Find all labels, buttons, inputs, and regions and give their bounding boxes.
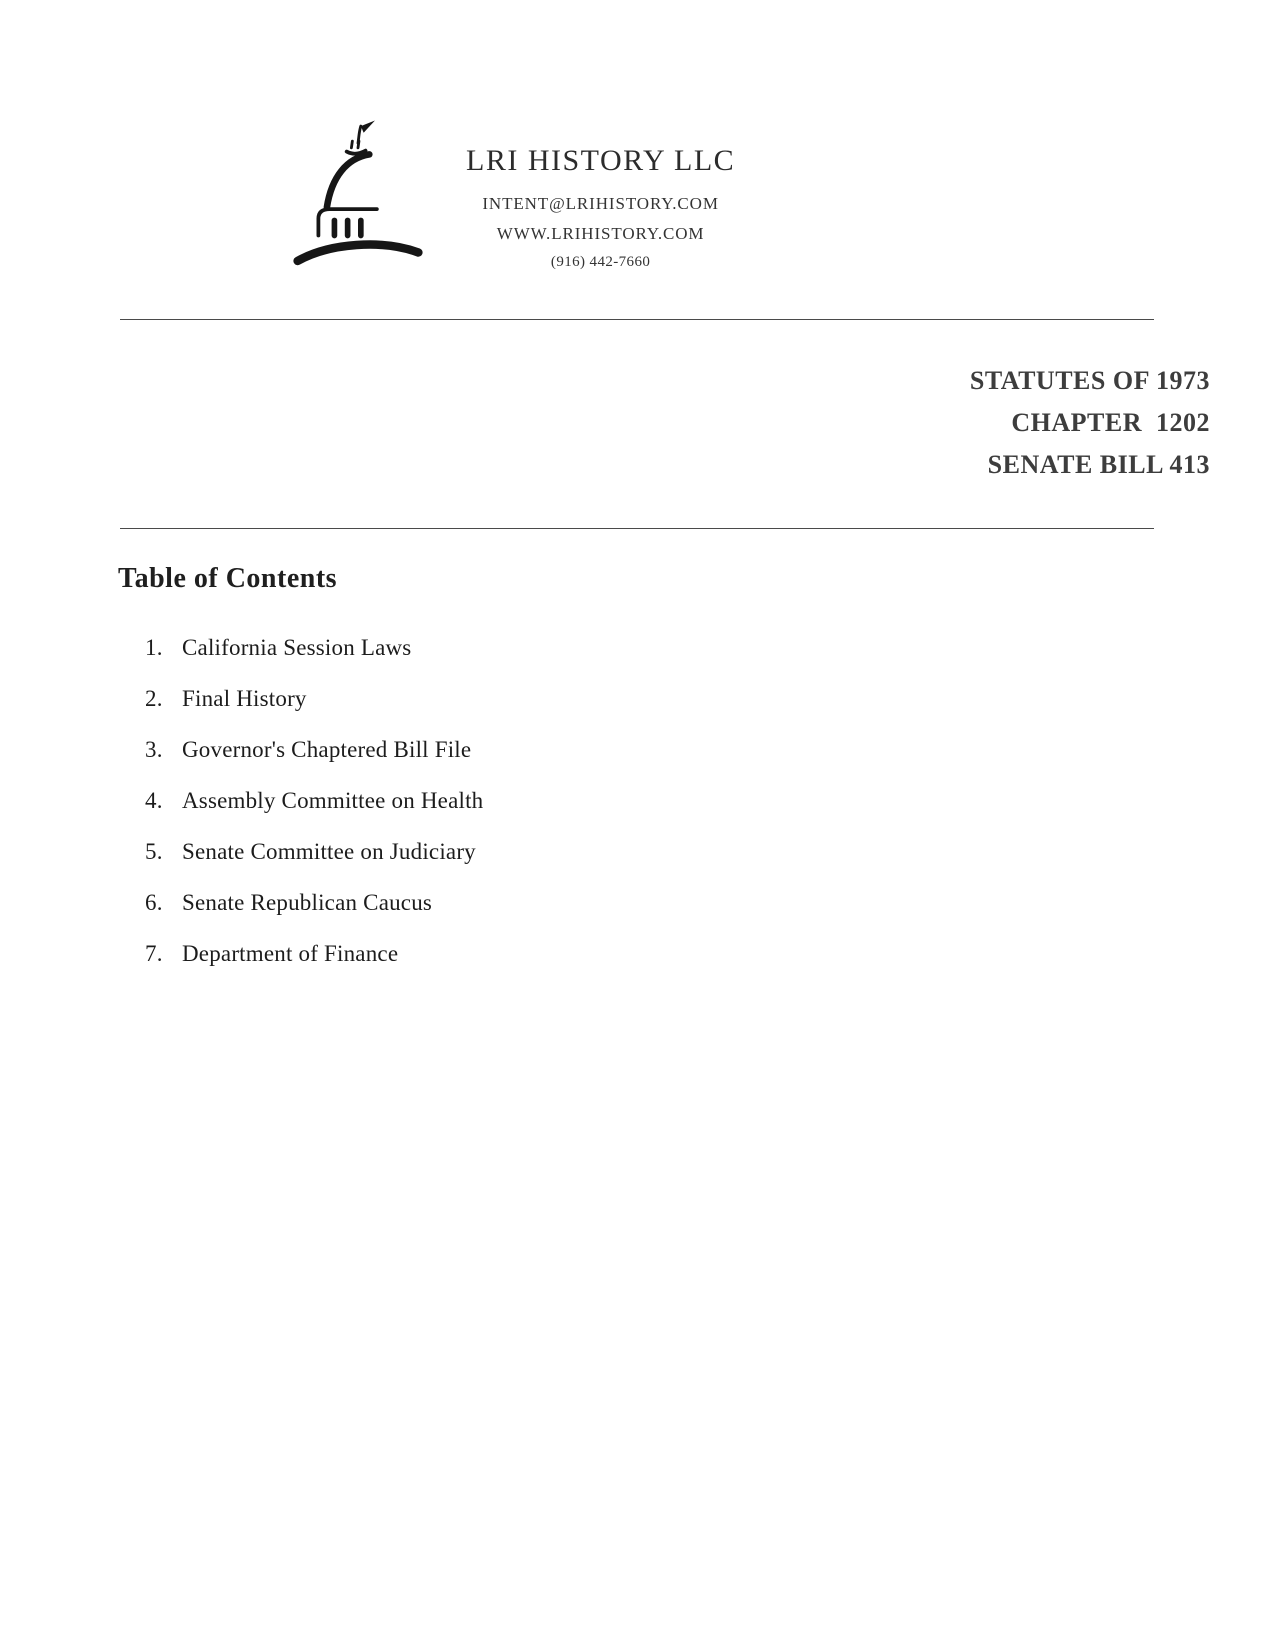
toc-item-number: 1. xyxy=(145,635,163,660)
toc-item-label: Final History xyxy=(182,686,307,711)
toc-item-label: Department of Finance xyxy=(182,941,399,966)
toc-item-number: 6. xyxy=(145,890,163,915)
toc-item-label: California Session Laws xyxy=(182,635,412,660)
divider-top xyxy=(120,319,1154,320)
toc-item xyxy=(145,737,1276,763)
toc-item-number: 3. xyxy=(145,737,163,762)
statutes-line: STATUTES OF 1973 xyxy=(969,366,1210,395)
capitol-logo-icon xyxy=(292,118,424,270)
toc-item xyxy=(145,941,1276,967)
company-phone: (916) 442-7660 xyxy=(550,254,651,270)
toc-item-label: Senate Committee on Judiciary xyxy=(182,839,476,864)
company-email: INTENT@LRIHISTORY.COM xyxy=(482,194,719,213)
toc-item-number: 2. xyxy=(145,686,163,711)
toc-item-label: Senate Republican Caucus xyxy=(182,890,433,915)
toc-item-label: Governor's Chaptered Bill File xyxy=(182,737,472,762)
toc-item xyxy=(145,635,1276,661)
toc-item-number: 7. xyxy=(145,941,163,966)
toc-item-number: 4. xyxy=(145,788,163,813)
toc-title: Table of Contents xyxy=(118,563,338,594)
divider-bottom xyxy=(120,528,1154,529)
letterhead xyxy=(0,0,1276,271)
senate-bill-line: SENATE BILL 413 xyxy=(987,450,1210,479)
toc-item-number: 5. xyxy=(145,839,163,864)
toc-item xyxy=(145,890,1276,916)
toc-list xyxy=(145,635,1276,967)
toc-item xyxy=(145,839,1276,865)
toc-item xyxy=(145,686,1276,712)
company-name: LRI HISTORY LLC xyxy=(466,144,736,177)
org-block xyxy=(466,118,735,271)
chapter-line: CHAPTER 1202 xyxy=(1011,408,1210,437)
toc-item-label: Assembly Committee on Health xyxy=(182,788,484,813)
toc-item xyxy=(145,788,1276,814)
statute-reference xyxy=(0,360,1276,486)
company-website: WWW.LRIHISTORY.COM xyxy=(496,224,705,243)
